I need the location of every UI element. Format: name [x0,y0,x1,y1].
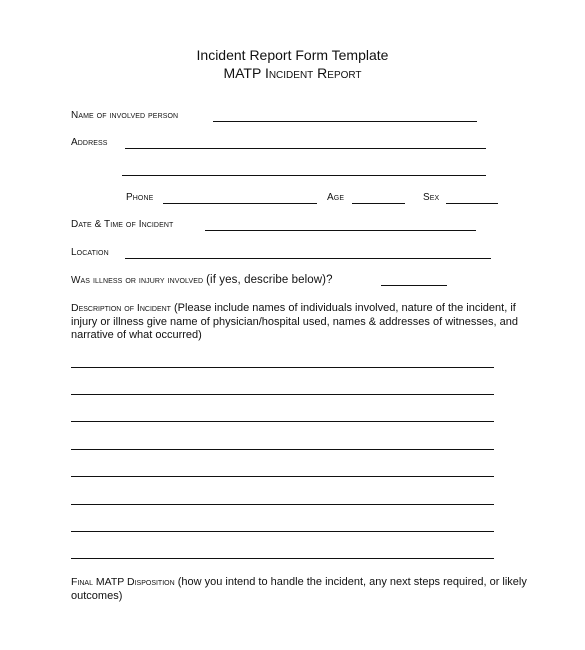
description-line-5[interactable] [71,476,494,477]
phone-label: Phone [126,192,154,203]
description-line-2[interactable] [71,394,494,395]
age-label: Age [327,192,345,203]
address-field-2[interactable] [122,175,486,176]
description-line-7[interactable] [71,531,494,532]
name-label: Name of involved person [71,110,179,121]
sex-label: Sex [423,192,440,203]
address-field-1[interactable] [125,148,486,149]
form-subtitle: MATP Incident Report [223,65,362,81]
form-title: Incident Report Form Template [196,47,389,63]
illness-question [71,274,333,287]
datetime-label: Date & Time of Incident [71,219,174,230]
address-label: Address [71,137,108,148]
description-line-3[interactable] [71,421,494,422]
name-field[interactable] [213,121,477,122]
sex-field[interactable] [446,203,498,204]
disposition-label: Final MATP Disposition [71,576,175,588]
description-label: Description of Incident [71,302,171,314]
description-line-6[interactable] [71,504,494,505]
illness-label: Was illness or injury involved [71,275,204,286]
description-text: (Please include names of individuals involved, nature of the incident, if injury or illness give name of physician/hospital used, names & addresses of witnesses, and narrative of what occurred) [71,302,518,341]
location-label: Location [71,247,109,258]
illness-field[interactable] [381,285,447,286]
disposition-text: (how you intend to handle the incident, any next steps required, or likely outcomes) [71,576,527,602]
location-field[interactable] [125,258,491,259]
age-field[interactable] [352,203,405,204]
illness-note: (if yes, describe below)? [206,274,333,286]
description-line-8[interactable] [71,558,494,559]
description-line-4[interactable] [71,449,494,450]
disposition-block [71,576,531,603]
description-line-1[interactable] [71,367,494,368]
datetime-field[interactable] [205,230,476,231]
description-block [71,302,531,343]
phone-field[interactable] [163,203,317,204]
